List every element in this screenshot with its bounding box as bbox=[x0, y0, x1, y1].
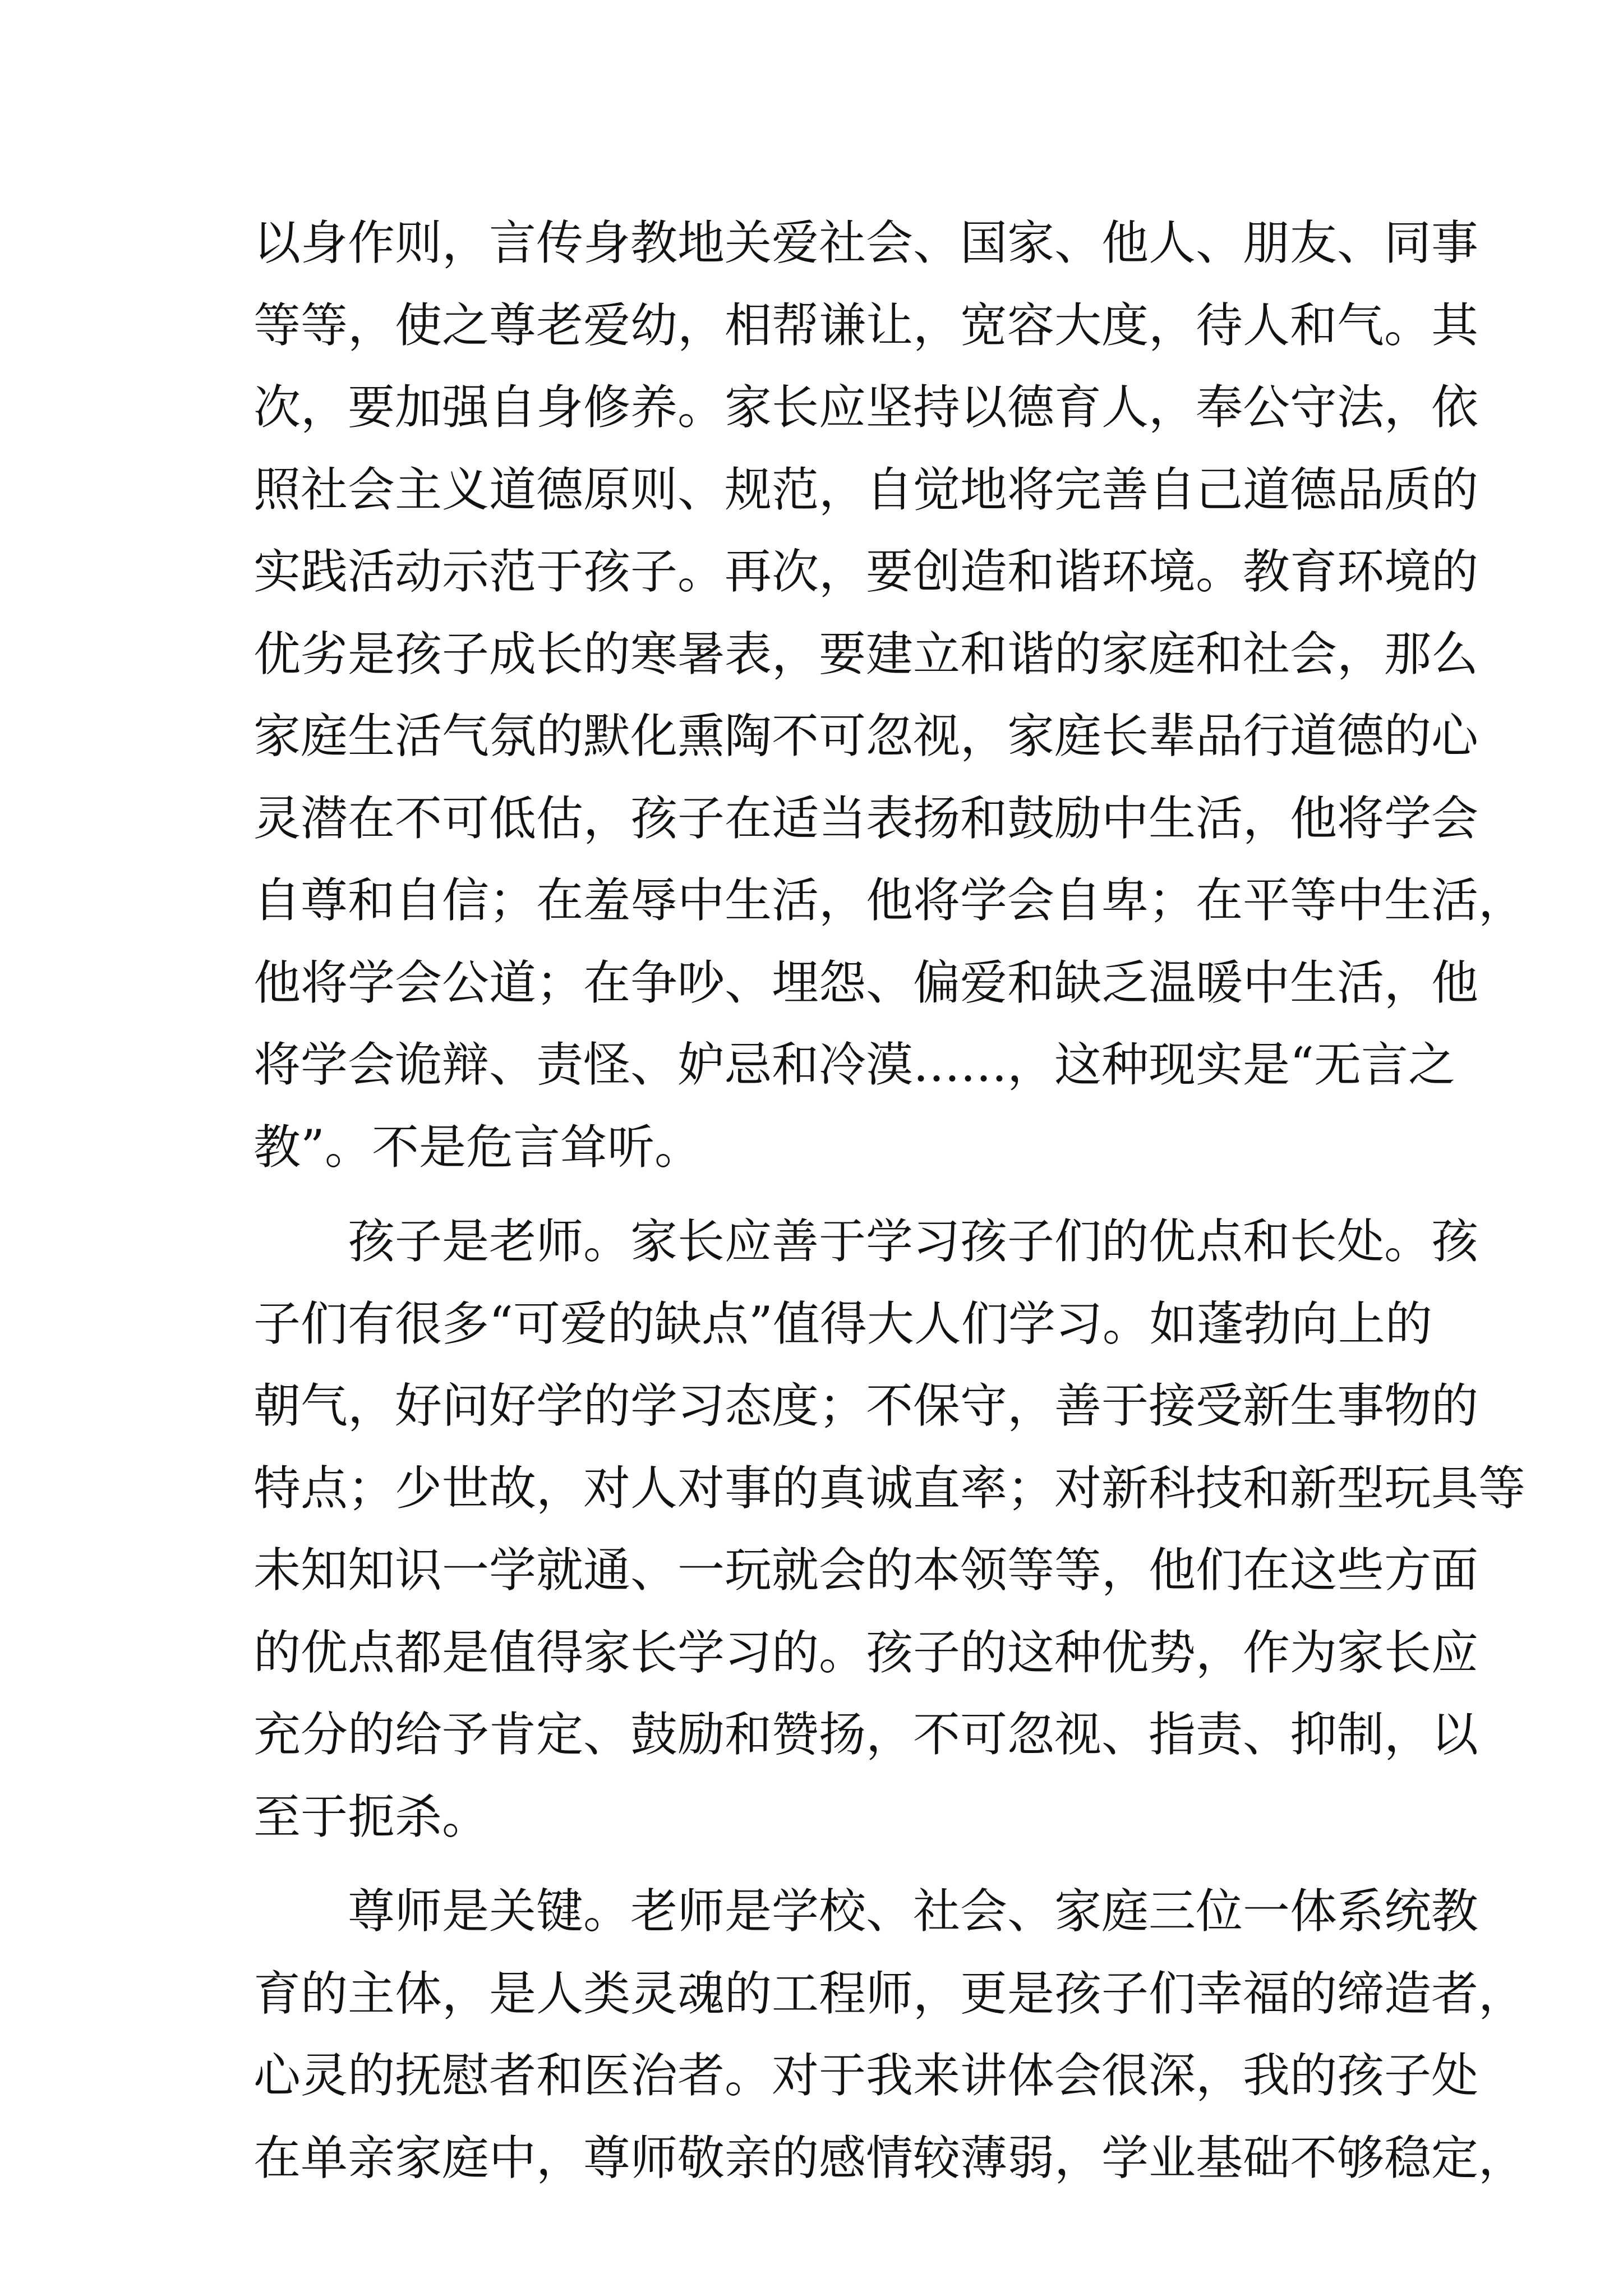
text-line: 子们有很多“可爱的缺点”值得大人们学习。如蓬勃向上的 bbox=[253, 1296, 1432, 1351]
text-line: 自尊和自信；在羞辱中生活，他将学会自卑；在平等中生活， bbox=[253, 873, 1526, 928]
text-line: 优劣是孩子成长的寒暑表，要建立和谐的家庭和社会，那么 bbox=[253, 626, 1479, 682]
document-body bbox=[253, 202, 1526, 2199]
text-line: 次，要加强自身修养。家长应坚持以德育人，奉公守法，依 bbox=[253, 380, 1479, 435]
text-line: 心灵的抚慰者和医治者。对于我来讲体会很深，我的孩子处 bbox=[253, 2048, 1479, 2103]
text-line: 孩子是老师。家长应善于学习孩子们的优点和长处。孩 bbox=[348, 1214, 1479, 1269]
text-line: 教”。不是危言耸听。 bbox=[253, 1119, 702, 1175]
text-line: 尊师是关键。老师是学校、社会、家庭三位一体系统教 bbox=[348, 1884, 1479, 1939]
text-line: 他将学会公道；在争吵、埋怨、偏爱和缺乏温暖中生活，他 bbox=[253, 955, 1479, 1010]
text-line: 的优点都是值得家长学习的。孩子的这种优势，作为家长应 bbox=[253, 1625, 1479, 1680]
text-line: 等等，使之尊老爱幼，相帮谦让，宽容大度，待人和气。其 bbox=[253, 297, 1479, 353]
paragraph-1 bbox=[253, 202, 1526, 1188]
text-line: 以身作则，言传身教地关爱社会、国家、他人、朋友、同事 bbox=[253, 215, 1479, 270]
text-line: 至于扼杀。 bbox=[253, 1789, 490, 1844]
text-line: 实践活动示范于孩子。再次，要创造和谐环境。教育环境的 bbox=[253, 544, 1479, 599]
text-line: 灵潜在不可低估，孩子在适当表扬和鼓励中生活，他将学会 bbox=[253, 790, 1479, 846]
text-line: 充分的给予肯定、鼓励和赞扬，不可忽视、指责、抑制，以 bbox=[253, 1707, 1479, 1762]
text-line: 特点；少世故，对人对事的真诚直率；对新科技和新型玩具等 bbox=[253, 1460, 1526, 1516]
text-line: 在单亲家庭中，尊师敬亲的感情较薄弱，学业基础不够稳定， bbox=[253, 2130, 1526, 2185]
paragraph-2 bbox=[253, 1200, 1526, 1858]
text-line: 将学会诡辩、责怪、妒忌和冷漠……，这种现实是“无言之 bbox=[253, 1037, 1455, 1092]
text-line: 家庭生活气氛的默化熏陶不可忽视，家庭长辈品行道德的心 bbox=[253, 708, 1479, 763]
text-line: 朝气，好问好学的学习态度；不保守，善于接受新生事物的 bbox=[253, 1378, 1479, 1433]
paragraph-3 bbox=[253, 1870, 1526, 2199]
text-line: 照社会主义道德原则、规范，自觉地将完善自己道德品质的 bbox=[253, 462, 1479, 517]
text-line: 育的主体，是人类灵魂的工程师，更是孩子们幸福的缔造者， bbox=[253, 1966, 1526, 2021]
text-line: 未知知识一学就通、一玩就会的本领等等，他们在这些方面 bbox=[253, 1543, 1479, 1598]
